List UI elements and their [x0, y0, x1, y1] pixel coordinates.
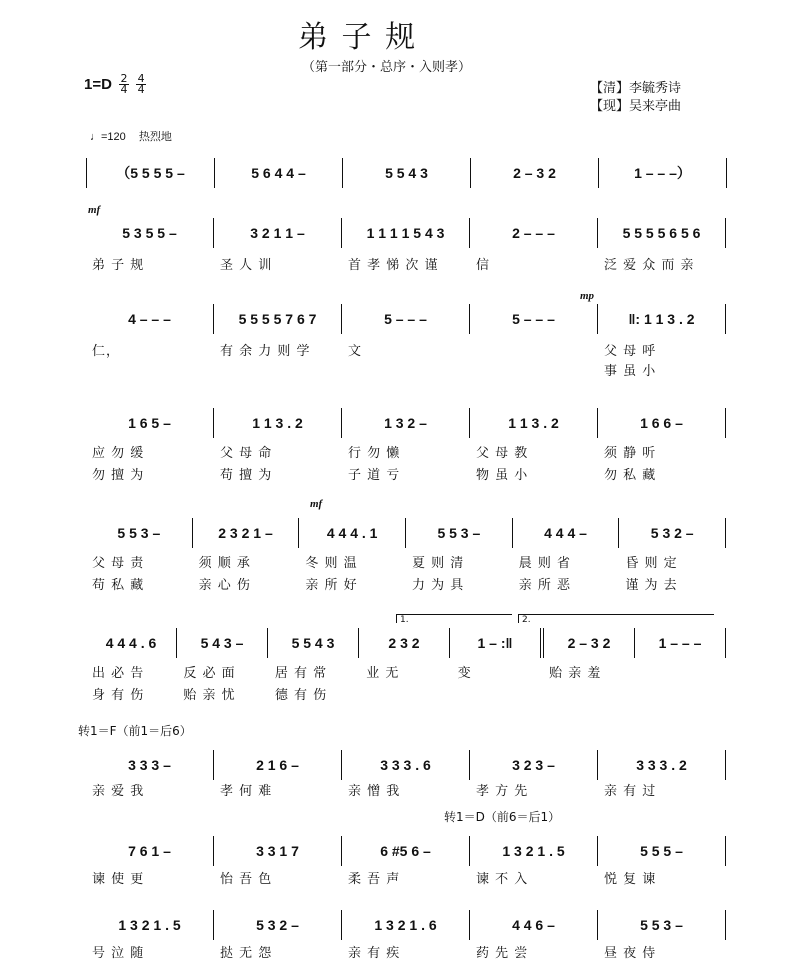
score-system-4 — [86, 408, 726, 438]
measure: 4 – – – — [86, 304, 214, 334]
lyrics-line — [86, 868, 726, 887]
lyrics-line — [86, 360, 726, 379]
measure: 5 6 4 4 – — [215, 158, 343, 188]
lyric: 力 为 具 — [412, 578, 465, 593]
lyric: 反 必 面 — [183, 666, 236, 681]
lyrics-line — [86, 684, 726, 703]
score-system-8 — [86, 836, 726, 866]
lyric: 亲 有 疾 — [348, 946, 401, 961]
measure: 2 – 3 2 — [471, 158, 599, 188]
song-subtitle: （第一部分・总序・入则孝） — [302, 60, 472, 75]
credits — [590, 80, 681, 116]
lyric: 昏 则 定 — [625, 556, 678, 571]
lyric — [635, 684, 726, 703]
lyric: 冬 则 温 — [305, 556, 358, 571]
measure: 1 – – – — [635, 628, 726, 658]
lyric: 圣 人 训 — [220, 258, 273, 273]
lyric: 晨 则 省 — [518, 556, 571, 571]
measure: 1 – – –） — [599, 158, 727, 188]
measure: 5 5 5 5 6 5 6 — [598, 218, 726, 248]
lyric: 贻 亲 羞 — [549, 666, 602, 681]
measure: 1 3 2 – — [342, 408, 470, 438]
lyric: 事 虽 小 — [604, 364, 657, 379]
lyric: 亲 爱 我 — [92, 784, 145, 799]
measure: 3 3 3 . 2 — [598, 750, 726, 780]
lyric: 父 母 教 — [476, 446, 529, 461]
lyrics-line — [86, 662, 726, 681]
lyric — [635, 662, 726, 681]
key-signature — [84, 74, 146, 95]
lyric: 父 母 责 — [92, 556, 145, 571]
measure: 2 – – – — [470, 218, 598, 248]
measure: 5 – – – — [470, 304, 598, 334]
measure: 1 6 5 – — [86, 408, 214, 438]
time-signature-2: $\frac{4}{4}$ — [137, 72, 145, 96]
measure: 1 3 2 1 . 5 — [86, 910, 214, 940]
lyric: 亲 心 伤 — [198, 578, 251, 593]
measure: 5 3 2 – — [214, 910, 342, 940]
lyric: 孝 方 先 — [476, 784, 529, 799]
lyric: 有 余 力 则 学 — [220, 344, 311, 359]
composer-credit: 【现】吴来亭曲 — [590, 99, 682, 114]
lyric: 孝 何 难 — [220, 784, 273, 799]
lyric: 文 — [348, 344, 363, 359]
volta-second-ending: 2. — [518, 614, 714, 623]
measure: 5 5 3 – — [86, 518, 193, 548]
score-system-5 — [86, 518, 726, 548]
score-system-3 — [86, 304, 726, 334]
measure: 4 4 4 . 1 — [299, 518, 406, 548]
dynamic-mp: mp — [580, 290, 595, 302]
measure: 5 5 3 – — [598, 910, 726, 940]
time-signature-1: $\frac{2}{4}$ — [120, 72, 128, 96]
measure: 3 3 1 7 — [214, 836, 342, 866]
key-change-to-f: 转1＝F（前1＝后6） — [78, 724, 192, 738]
measure: 2 3 2 — [359, 628, 450, 658]
lyric — [342, 360, 470, 379]
measure: 2 3 2 1 – — [193, 518, 300, 548]
score-system-7 — [86, 750, 726, 780]
lyrics-line — [86, 254, 726, 273]
lyrics-line — [86, 442, 726, 461]
lyrics-line — [86, 780, 726, 799]
measure: 5 5 5 5 7 6 7 — [214, 304, 342, 334]
expression-marking: 热烈地 — [138, 131, 172, 143]
measure: 1 1 1 1 5 4 3 — [342, 218, 470, 248]
lyric: 谏 使 更 — [92, 872, 145, 887]
lyric: 柔 吾 声 — [348, 872, 401, 887]
lyricist-credit: 【清】李毓秀诗 — [590, 81, 682, 96]
measure: 5 5 5 – — [598, 836, 726, 866]
score-system-6 — [86, 628, 726, 658]
measure: 2 1 6 – — [214, 750, 342, 780]
lyric: 亲 所 好 — [305, 578, 358, 593]
measure: 1 1 3 . 2 — [214, 408, 342, 438]
tempo-value: ♩=120 — [90, 131, 126, 143]
lyric — [470, 340, 598, 359]
lyric: 悦 复 谏 — [604, 872, 657, 887]
score-system-1 — [86, 158, 727, 188]
measure: 7 6 1 – — [86, 836, 214, 866]
lyrics-line — [86, 574, 726, 593]
lyric: 首 孝 悌 次 谨 — [348, 258, 439, 273]
measure: 1 1 3 . 2 — [470, 408, 598, 438]
lyric: 亲 憎 我 — [348, 784, 401, 799]
lyric: 弟 子 规 — [92, 258, 145, 273]
volta-first-ending: 1. — [396, 614, 512, 623]
key-change-to-d: 转1＝D（前6＝后1） — [444, 810, 561, 824]
lyric: 夏 则 清 — [412, 556, 465, 571]
lyric: 苟 擅 为 — [220, 468, 273, 483]
measure: 5 3 5 5 – — [86, 218, 214, 248]
measure: 4 4 6 – — [470, 910, 598, 940]
measure: 1 – :‖ — [450, 628, 544, 658]
measure: ‖: 1 1 3 . 2 — [598, 304, 726, 334]
lyric — [543, 684, 634, 703]
score-system-2 — [86, 218, 726, 248]
lyric: 父 母 呼 — [604, 344, 657, 359]
measure: 1 3 2 1 . 6 — [342, 910, 470, 940]
lyric: 信 — [476, 258, 491, 273]
lyric — [452, 684, 543, 703]
lyric: 业 无 — [366, 666, 400, 681]
measure: 3 2 1 1 – — [214, 218, 342, 248]
dynamic-mf: mf — [88, 204, 101, 216]
lyric: 应 勿 缓 — [92, 446, 145, 461]
measure: 5 – – – — [342, 304, 470, 334]
lyric: 挞 无 怨 — [220, 946, 273, 961]
measure: 5 4 3 – — [177, 628, 268, 658]
measure: 2 – 3 2 — [544, 628, 635, 658]
measure: 5 5 4 3 — [343, 158, 471, 188]
lyric: 行 勿 懒 — [348, 446, 401, 461]
measure: 1 6 6 – — [598, 408, 726, 438]
key-label: 1=D — [84, 76, 112, 93]
measure: 3 3 3 . 6 — [342, 750, 470, 780]
lyric: 药 先 尝 — [476, 946, 529, 961]
lyric: 谨 为 去 — [625, 578, 678, 593]
lyric: 居 有 常 — [274, 666, 328, 681]
measure: 5 3 2 – — [619, 518, 726, 548]
lyric: 子 道 亏 — [348, 468, 401, 483]
lyric — [214, 360, 342, 379]
lyric — [470, 360, 598, 379]
tempo-marking — [90, 128, 172, 144]
lyric: 号 泣 随 — [92, 946, 145, 961]
lyric: 变 — [457, 666, 472, 681]
lyrics-line — [86, 552, 726, 571]
lyric: 身 有 伤 — [92, 688, 145, 703]
lyric: 怡 吾 色 — [220, 872, 273, 887]
measure: 5 5 3 – — [406, 518, 513, 548]
lyric: 仁， — [92, 344, 121, 359]
song-title: 弟 子 规 — [298, 20, 418, 55]
measure: （5 5 5 5 – — [87, 158, 215, 188]
measure: 6 #5 6 – — [342, 836, 470, 866]
measure: 3 3 3 – — [86, 750, 214, 780]
lyric: 苟 私 藏 — [92, 578, 145, 593]
lyric: 出 必 告 — [92, 666, 145, 681]
dynamic-mf: mf — [310, 498, 323, 510]
lyric: 勿 私 藏 — [604, 468, 657, 483]
measure: 4 4 4 – — [513, 518, 620, 548]
lyric — [360, 684, 451, 703]
lyric: 勿 擅 为 — [92, 468, 145, 483]
lyric: 物 虽 小 — [476, 468, 529, 483]
lyrics-line — [86, 340, 726, 359]
score-system-9 — [86, 910, 726, 940]
lyric: 亲 所 恶 — [518, 578, 571, 593]
lyric: 须 静 听 — [604, 446, 657, 461]
lyric — [86, 360, 214, 379]
lyric: 亲 有 过 — [604, 784, 657, 799]
lyrics-line — [86, 464, 726, 483]
lyric: 泛 爱 众 而 亲 — [604, 258, 695, 273]
lyric: 谏 不 入 — [476, 872, 529, 887]
measure: 4 4 4 . 6 — [86, 628, 177, 658]
lyric: 德 有 伤 — [274, 688, 328, 703]
lyric: 贻 亲 忧 — [183, 688, 236, 703]
lyric: 父 母 命 — [220, 446, 273, 461]
measure: 3 2 3 – — [470, 750, 598, 780]
lyric: 须 顺 承 — [198, 556, 251, 571]
lyrics-line — [86, 942, 726, 961]
measure: 5 5 4 3 — [268, 628, 359, 658]
lyric: 昼 夜 侍 — [604, 946, 657, 961]
measure: 1 3 2 1 . 5 — [470, 836, 598, 866]
